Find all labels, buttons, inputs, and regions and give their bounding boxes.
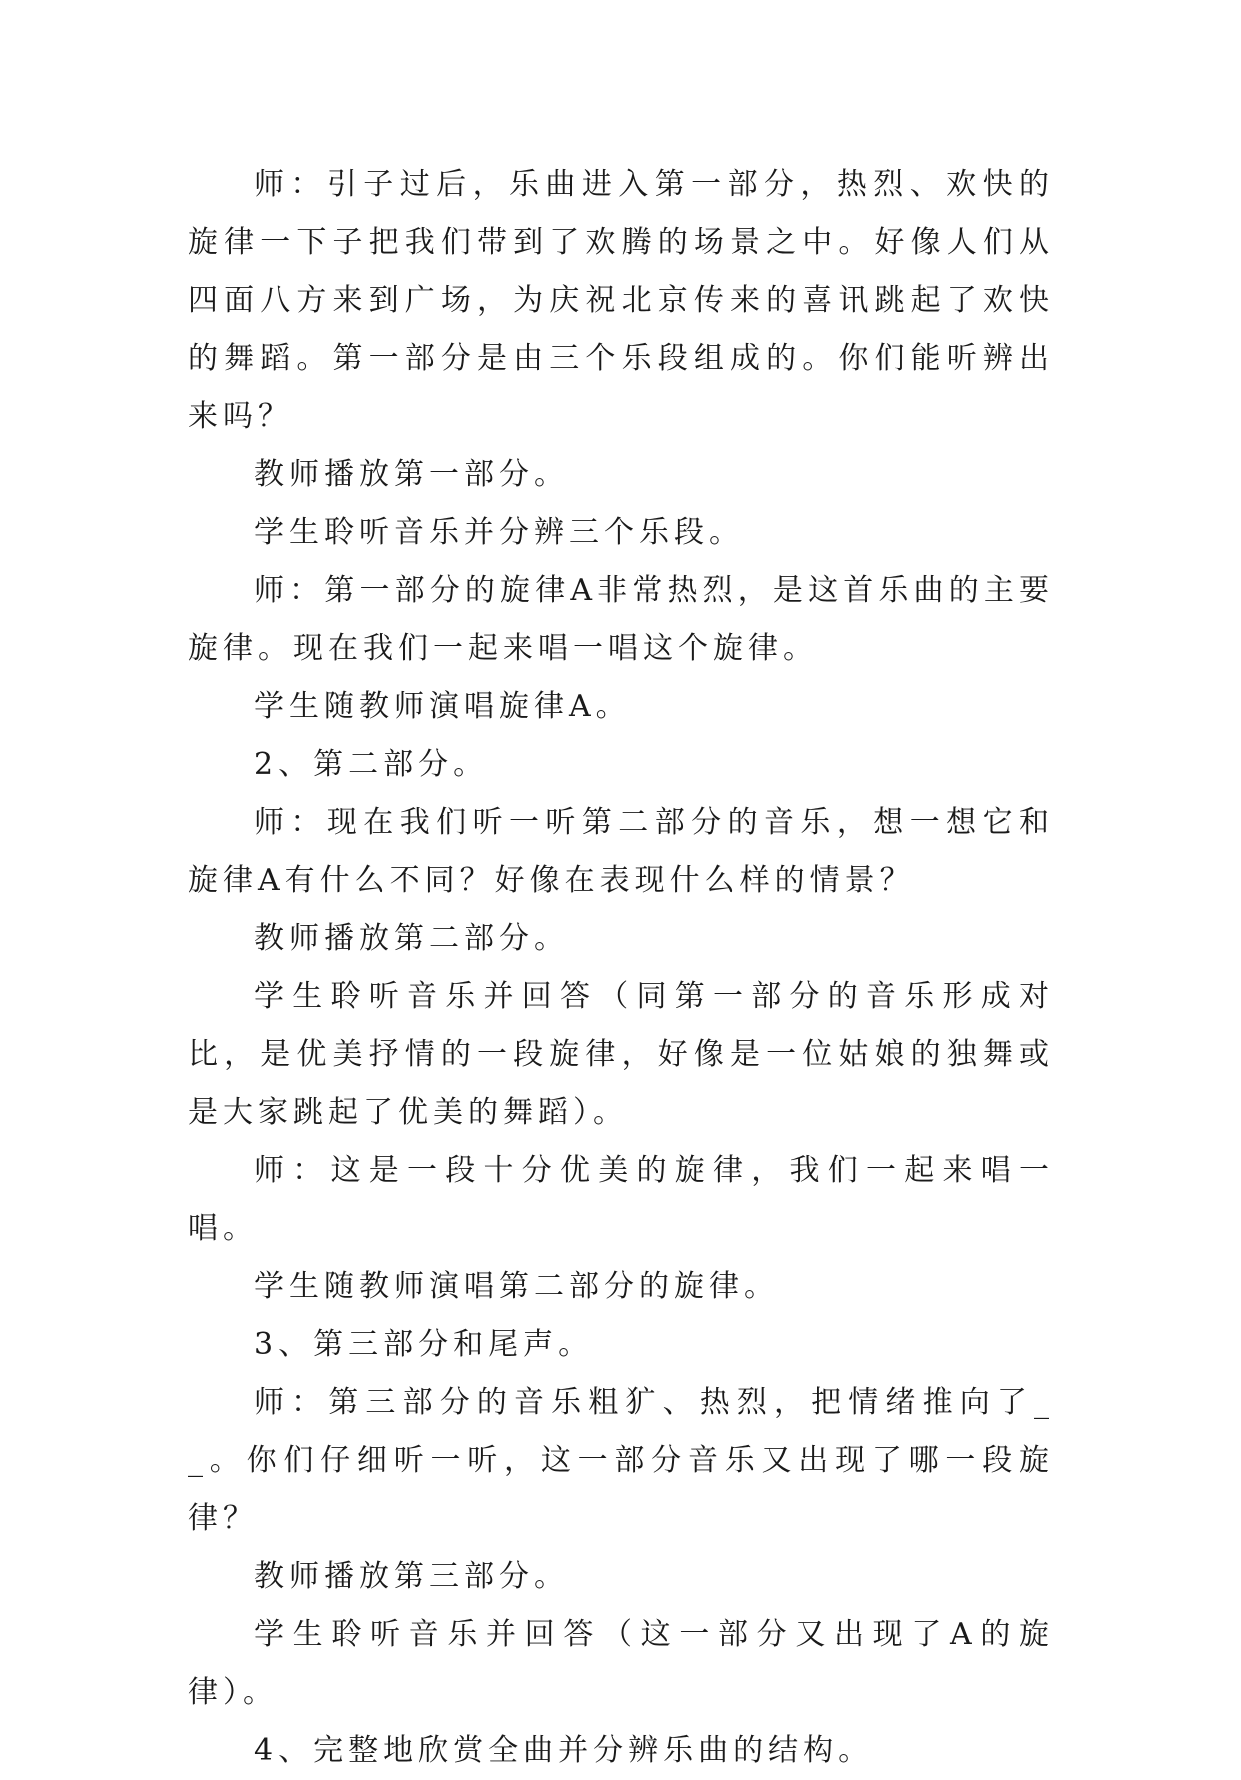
paragraph: 学生随教师演唱第二部分的旋律。 xyxy=(254,1269,779,1304)
section-heading: 3、第三部分和尾声。 xyxy=(254,1327,594,1362)
paragraph: 教师播放第二部分。 xyxy=(254,921,569,956)
paragraph: 教师播放第三部分。 xyxy=(254,1559,569,1594)
paragraph: 学生随教师演唱旋律A。 xyxy=(254,689,631,724)
section-heading: 4、完整地欣赏全曲并分辨乐曲的结构。 xyxy=(254,1733,874,1768)
paragraph: 师：引子过后，乐曲进入第一部分，热烈、欢快的旋律一下子把我们带到了欢腾的场景之中。好像人们从四面八方来到广场，为庆祝北京传来的喜讯跳起了欢快的舞蹈。第一部分是由三个乐段组成的。你们能听辨出来吗？ xyxy=(188,167,1054,434)
paragraph: 学生聆听音乐并回答（同第一部分的音乐形成对比，是优美抒情的一段旋律，好像是一位姑娘的独舞或是大家跳起了优美的舞蹈）。 xyxy=(188,979,1054,1130)
paragraph: 教师播放第一部分。 xyxy=(254,457,569,492)
paragraph: 师：这是一段十分优美的旋律，我们一起来唱一唱。 xyxy=(188,1153,1054,1246)
paragraph: 师：现在我们听一听第二部分的音乐，想一想它和旋律A有什么不同？好像在表现什么样的情景？ xyxy=(188,805,1054,898)
paragraph: 师：第三部分的音乐粗犷、热烈，把情绪推向了__。你们仔细听一听，这一部分音乐又出现了哪一段旋律？ xyxy=(188,1385,1054,1536)
section-heading: 2、第二部分。 xyxy=(254,747,489,782)
document-body xyxy=(188,156,1054,1780)
paragraph: 师：第一部分的旋律A非常热烈，是这首乐曲的主要旋律。现在我们一起来唱一唱这个旋律。 xyxy=(188,573,1054,666)
paragraph: 学生聆听音乐并分辨三个乐段。 xyxy=(254,515,744,550)
paragraph: 学生聆听音乐并回答（这一部分又出现了A的旋律）。 xyxy=(188,1617,1054,1710)
